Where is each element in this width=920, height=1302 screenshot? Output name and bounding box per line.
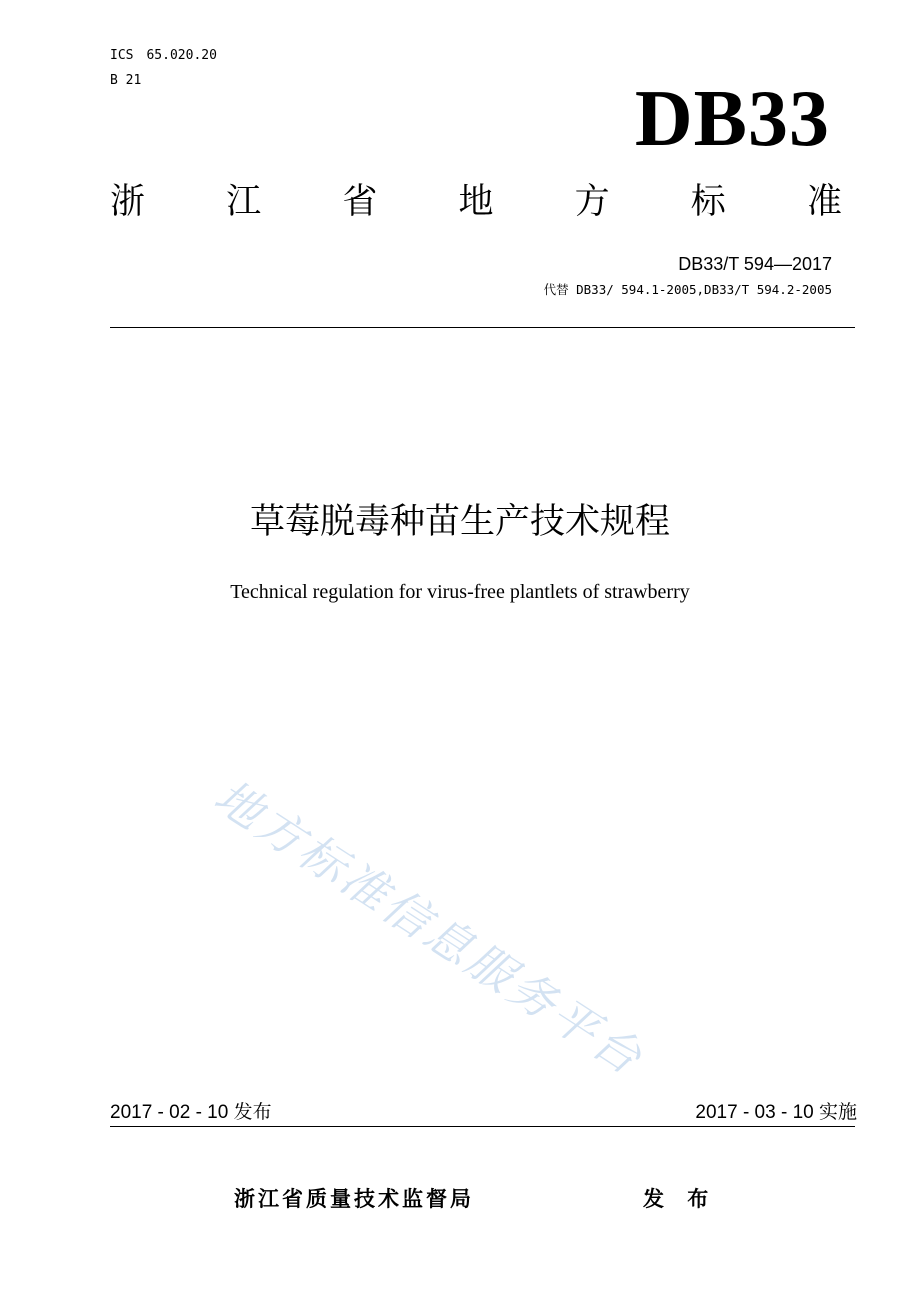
top-divider xyxy=(110,327,855,328)
db33-logo: DB33 xyxy=(634,75,830,163)
standard-type xyxy=(110,178,842,226)
implement-date: 2017 - 03 - 10 实施 xyxy=(695,1102,857,1123)
standard-type-char: 地 xyxy=(458,182,494,222)
standard-type-char: 标 xyxy=(690,182,726,222)
standard-type-char: 省 xyxy=(342,182,378,222)
issue-date: 2017 - 02 - 10 发布 xyxy=(110,1102,272,1123)
ics-code: ICS 65.020.20 xyxy=(110,48,217,63)
issuing-authority: 浙江省质量技术监督局 xyxy=(234,1187,474,1211)
replaces-note: 代替 DB33/ 594.1-2005,DB33/T 594.2-2005 xyxy=(543,282,832,297)
title-english: Technical regulation for virus-free plantlets of strawberry xyxy=(230,581,690,603)
publish-label: 发 布 xyxy=(643,1187,717,1211)
bottom-divider xyxy=(110,1126,855,1127)
title-chinese: 草莓脱毒种苗生产技术规程 xyxy=(249,502,670,542)
standard-type-char: 方 xyxy=(574,182,610,222)
watermark: 地方标准信息服务平台 xyxy=(205,768,654,1087)
standard-type-char: 准 xyxy=(806,182,842,222)
standard-type-char: 江 xyxy=(226,182,262,222)
standard-number: DB33/T 594—2017 xyxy=(678,254,832,274)
standard-type-char: 浙 xyxy=(110,182,146,222)
ccs-code: B 21 xyxy=(110,73,142,88)
